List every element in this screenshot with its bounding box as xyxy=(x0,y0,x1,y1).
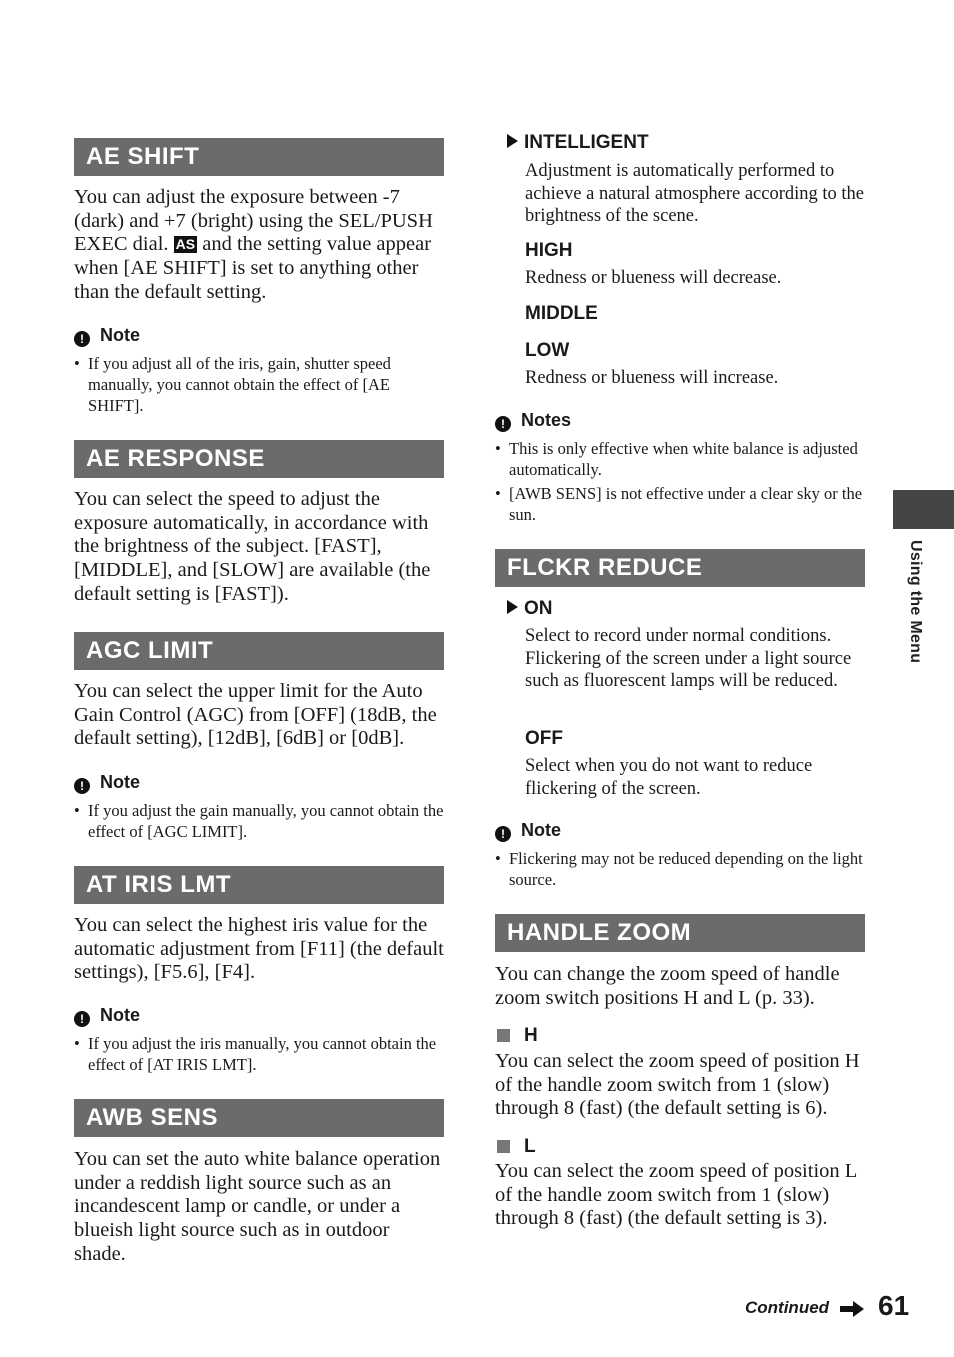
option-off: OFF xyxy=(525,728,563,749)
square-bullet-icon xyxy=(497,1029,510,1042)
at-iris-lmt-note-title: ! Note xyxy=(74,1004,140,1027)
option-high-text: Redness or blueness will decrease. xyxy=(525,268,782,288)
option-intelligent-text: Adjustment is automatically performed to achieve a natural atmosphere according to the brightness of the scene. xyxy=(525,161,865,226)
ae-shift-body-1: You can adjust the exposure between -7 (dark) and +7 (bright) using the SEL/PUSH EXEC dial. xyxy=(74,186,433,256)
flckr-reduce-heading: FLCKR REDUCE xyxy=(495,549,865,587)
note-icon: ! xyxy=(495,416,511,432)
flckr-note-item: • Flickering may not be reduced depending on the light source. xyxy=(495,849,863,889)
chapter-label: Using the Menu xyxy=(907,540,924,664)
option-on: ON xyxy=(507,598,553,620)
agc-limit-heading: AGC LIMIT xyxy=(74,632,444,670)
handle-zoom-body: You can change the zoom speed of handle zoom switch positions H and L (p. 33). xyxy=(495,963,840,1009)
note-icon: ! xyxy=(74,778,90,794)
handle-zoom-heading: HANDLE ZOOM xyxy=(495,914,865,952)
ae-shift-note-item: • If you adjust all of the iris, gain, shutter speed manually, you cannot obtain the effect of [AE SHIFT]. xyxy=(74,354,391,415)
option-middle: MIDDLE xyxy=(525,303,598,324)
chapter-tab xyxy=(893,490,954,529)
awb-note-item-2: • [AWB SENS] is not effective under a clear sky or the sun. xyxy=(495,484,863,524)
option-on-text: Select to record under normal conditions. Flickering of the screen under a light source such as fluorescent lamps will be reduced. xyxy=(525,626,852,691)
at-iris-lmt-heading: AT IRIS LMT xyxy=(74,866,444,904)
at-iris-lmt-note-item: • If you adjust the iris manually, you cannot obtain the effect of [AT IRIS LMT]. xyxy=(74,1034,437,1074)
flckr-note-title: ! Note xyxy=(495,819,561,842)
awb-note-item-1: • This is only effective when white balance is adjusted automatically. xyxy=(495,439,858,479)
subhead-l: L xyxy=(497,1136,536,1158)
option-intelligent: INTELLIGENT xyxy=(507,132,649,154)
note-icon: ! xyxy=(74,1011,90,1027)
awb-sens-body: You can set the auto white balance operation under a reddish light source such as an incandescent lamp or candle, or under a blueish light source such as in outdoor shade. xyxy=(74,1148,441,1265)
square-bullet-icon xyxy=(497,1140,510,1153)
option-off-text: Select when you do not want to reduce flickering of the screen. xyxy=(525,756,813,799)
default-arrow-icon xyxy=(507,134,518,148)
page-number: 61 xyxy=(878,1290,910,1321)
default-arrow-icon xyxy=(507,600,518,614)
ae-shift-icon: AS xyxy=(175,236,196,253)
ae-shift-note-title: ! Note xyxy=(74,324,140,347)
ae-response-body: You can select the speed to adjust the exposure automatically, in accordance with the brightness of the subject. [FAST], [MIDDLE], and [SLOW] are available (the default setting is [FAST]). xyxy=(74,488,431,605)
continued-label: Continued xyxy=(745,1298,830,1317)
awb-sens-heading: AWB SENS xyxy=(74,1099,444,1137)
subhead-h-text: You can select the zoom speed of position H of the handle zoom switch from 1 (slow) through 8 (fast) (the default setting is 6). xyxy=(495,1050,860,1120)
subhead-h: H xyxy=(497,1025,538,1047)
subhead-l-text: You can select the zoom speed of position L of the handle zoom switch from 1 (slow) through 8 (fast) (the default setting is 3). xyxy=(495,1160,857,1230)
note-icon: ! xyxy=(74,331,90,347)
continued-arrow-icon xyxy=(840,1301,864,1317)
ae-response-heading: AE RESPONSE xyxy=(74,440,444,478)
option-high: HIGH xyxy=(525,240,573,261)
ae-shift-body-2: and the setting value appear when [AE SHIFT] is set to anything other than the default setting. xyxy=(74,233,432,303)
at-iris-lmt-body: You can select the highest iris value for the automatic adjustment from [F11] (the default settings), [F5.6], [F4]. xyxy=(74,914,444,984)
agc-limit-body: You can select the upper limit for the Auto Gain Control (AGC) from [OFF] (18dB, the default setting), [12dB], [6dB] or [0dB]. xyxy=(74,680,437,750)
note-icon: ! xyxy=(495,826,511,842)
ae-shift-body xyxy=(74,186,444,305)
agc-limit-note-item: • If you adjust the gain manually, you cannot obtain the effect of [AGC LIMIT]. xyxy=(74,801,444,841)
option-low: LOW xyxy=(525,340,570,361)
awb-notes-title: ! Notes xyxy=(495,409,571,432)
ae-shift-heading: AE SHIFT xyxy=(74,138,444,176)
option-low-text: Redness or blueness will increase. xyxy=(525,368,779,388)
agc-limit-note-title: ! Note xyxy=(74,771,140,794)
